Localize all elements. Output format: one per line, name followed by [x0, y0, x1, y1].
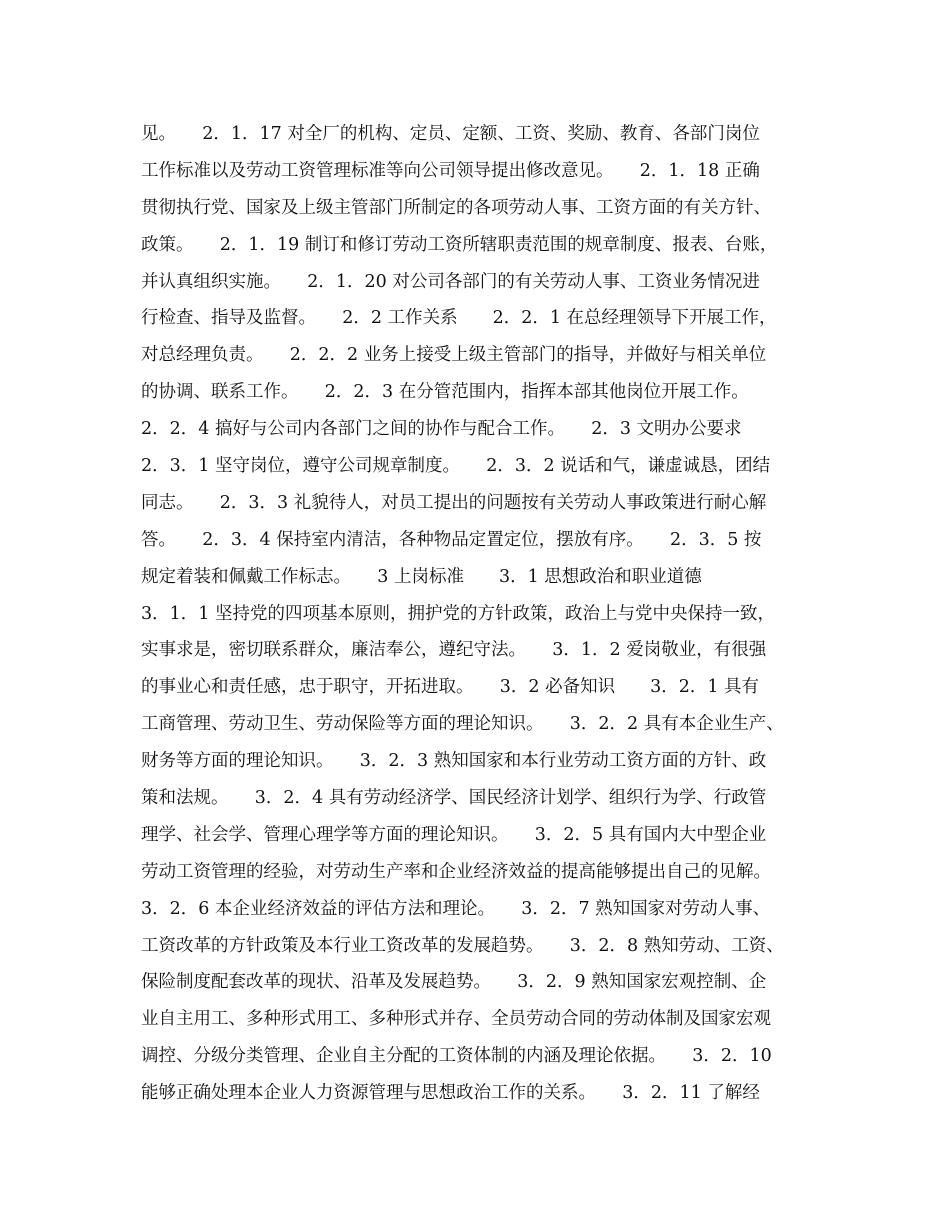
text-line: 理学、社会学、管理心理学等方面的理论知识。 3．2．5 具有国内大中型企业 — [141, 824, 767, 845]
text-line: 保险制度配套改革的现状、沿革及发展趋势。 3．2．9 熟知国家宏观控制、企 — [141, 972, 767, 993]
text-line: 3．2．6 本企业经济效益的评估方法和理论。 3．2．7 熟知国家对劳动人事、 — [141, 898, 771, 919]
text-line: 工资改革的方针政策及本行业工资改革的发展趋势。 3．2．8 熟知劳动、工资、 — [141, 935, 784, 956]
text-line: 同志。 2．3．3 礼貌待人，对员工提出的问题按有关劳动人事政策进行耐心解 — [141, 492, 767, 513]
text-line: 行检查、指导及监督。 2．2 工作关系 2．2．1 在总经理领导下开展工作， — [141, 308, 777, 329]
text-line: 2．2．4 搞好与公司内各部门之间的协作与配合工作。 2．3 文明办公要求 — [141, 419, 742, 440]
text-line: 答。 2．3．4 保持室内清洁，各种物品定置定位，摆放有序。 2．3．5 按 — [141, 529, 762, 550]
text-line: 见。 2．1．17 对全厂的机构、定员、定额、工资、奖励、教育、各部门岗位 — [141, 124, 760, 144]
text-line: 业自主用工、多种形式用工、多种形式并存、全员劳动合同的劳动体制及国家宏观 — [141, 1009, 771, 1030]
text-line: 实事求是，密切联系群众，廉洁奉公，遵纪守法。 3．1．2 爱岗敬业，有很强 — [141, 640, 767, 661]
text-line: 的事业心和责任感，忠于职守，开拓进取。 3．2 必备知识 3．2．1 具有 — [141, 677, 760, 698]
text-line: 财务等方面的理论知识。 3．2．3 熟知国家和本行业劳动工资方面的方针、政 — [141, 751, 767, 772]
text-line: 工商管理、劳动卫生、劳动保险等方面的理论知识。 3．2．2 具有本企业生产、 — [141, 714, 784, 735]
text-line: 规定着装和佩戴工作标志。 3 上岗标准 3．1 思想政治和职业道德 — [141, 566, 702, 587]
text-line: 3．1．1 坚持党的四项基本原则，拥护党的方针政策，政治上与党中央保持一致， — [141, 603, 775, 624]
text-line: 能够正确处理本企业人力资源管理与思想政治工作的关系。 3．2．11 了解经 — [141, 1083, 760, 1104]
text-line: 工作标准以及劳动工资管理标准等向公司领导提出修改意见。 2．1．18 正确 — [141, 160, 760, 181]
text-line: 并认真组织实施。 2．1．20 对公司各部门的有关劳动人事、工资业务情况进 — [141, 271, 760, 292]
text-line: 政策。 2．1．19 制订和修订劳动工资所辖职责范围的规章制度、报表、台账， — [141, 234, 778, 255]
text-line: 的协调、联系工作。 2．2．3 在分管范围内，指挥本部其他岗位开展工作。 — [141, 382, 749, 403]
body-text — [141, 116, 821, 1112]
text-line: 2．3．1 坚守岗位，遵守公司规章制度。 2．3．2 说话和气，谦虚诚恳，团结 — [141, 456, 771, 477]
text-line: 对总经理负责。 2．2．2 业务上接受上级主管部门的指导，并做好与相关单位 — [141, 345, 767, 366]
text-line: 调控、分级分类管理、企业自主分配的工资体制的内涵及理论依据。 3．2．10 — [141, 1046, 772, 1067]
text-line: 劳动工资管理的经验，对劳动生产率和企业经济效益的提高能够提出自己的见解。 — [141, 861, 771, 882]
text-line: 策和法规。 3．2．4 具有劳动经济学、国民经济计划学、组织行为学、行政管 — [141, 788, 767, 809]
text-line: 贯彻执行党、国家及上级主管部门所制定的各项劳动人事、工资方面的有关方针、 — [141, 197, 771, 218]
